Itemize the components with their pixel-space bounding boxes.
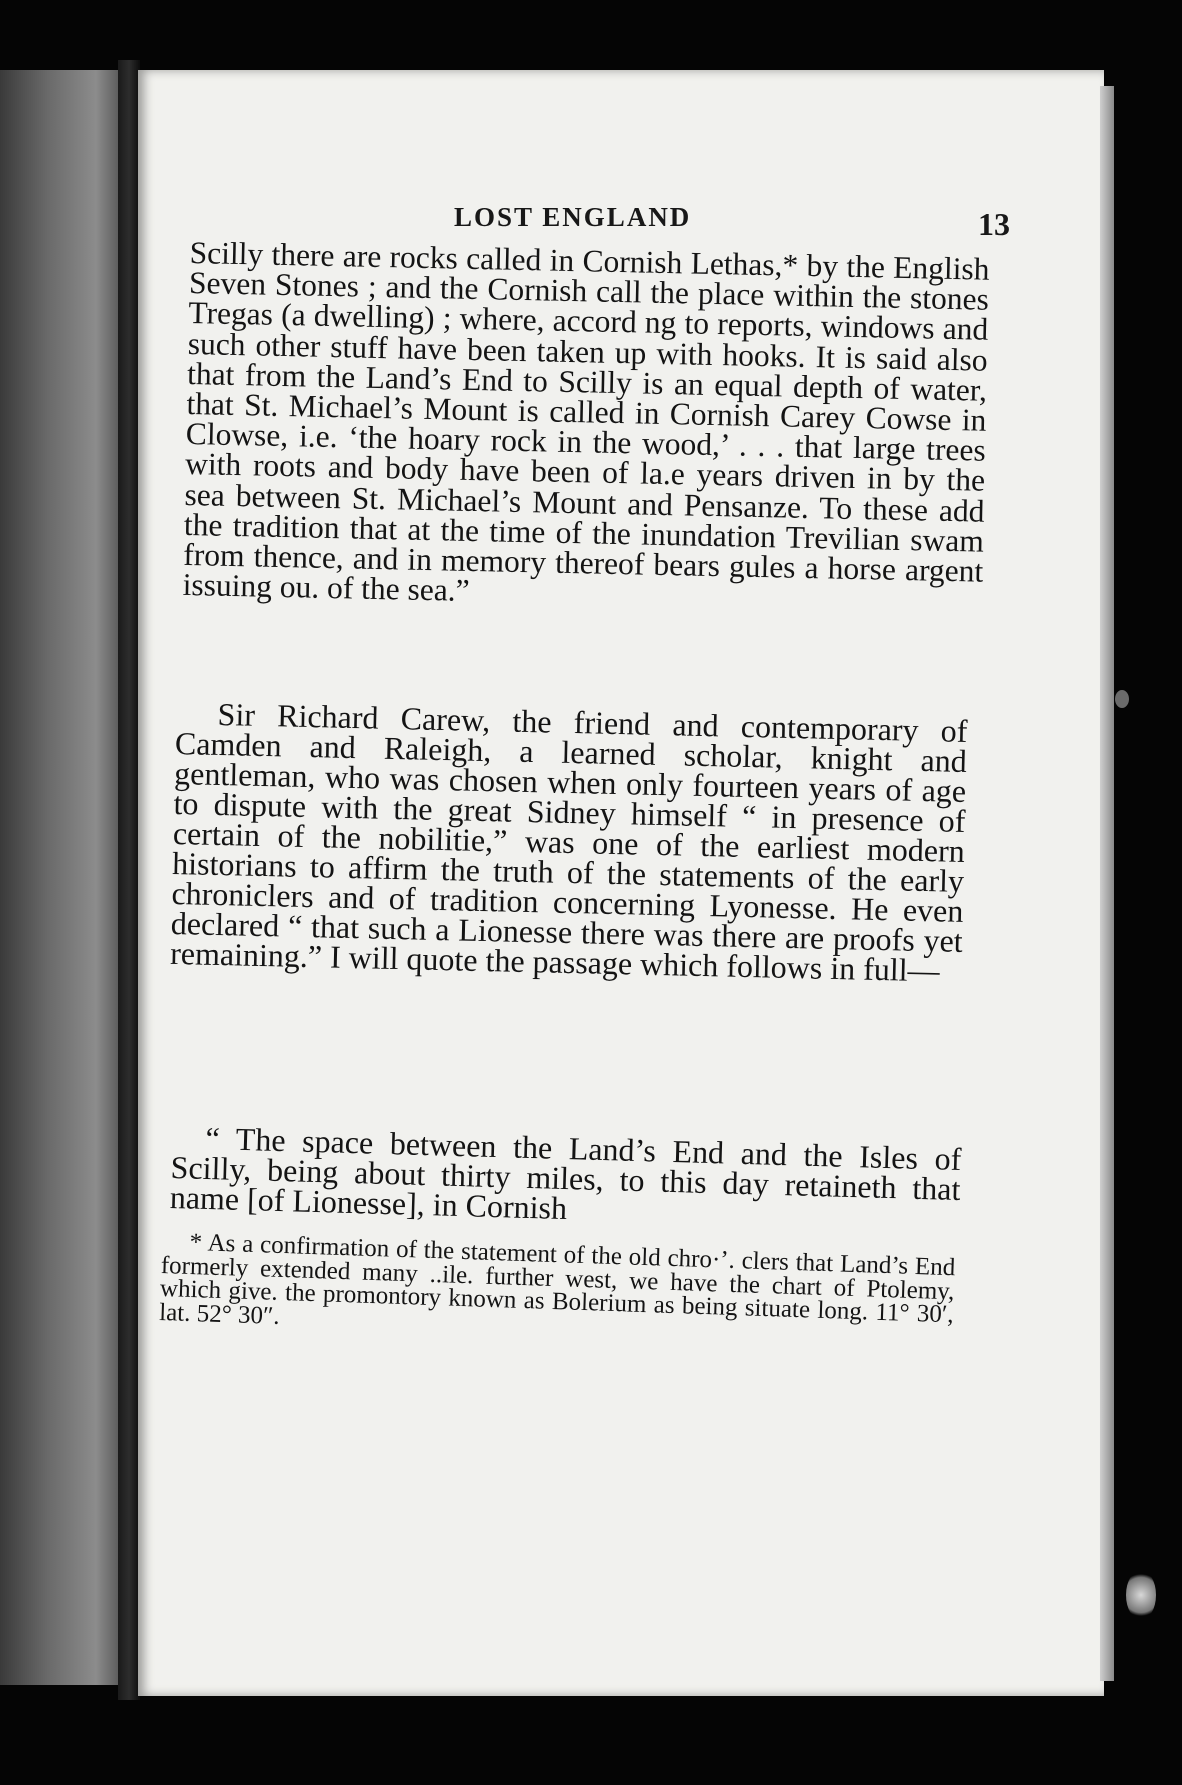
paragraph-text: “ The space between the Land’s End and the Isles of Scilly, being about thirty miles, to this day retaineth that name [of Lionesse], in Cornish bbox=[169, 1119, 962, 1227]
scan-smudge bbox=[1126, 1570, 1156, 1620]
scan-artifact bbox=[1115, 690, 1129, 708]
book-page bbox=[138, 70, 1104, 1696]
body-paragraph-1 bbox=[182, 235, 990, 617]
paragraph-text: Sir Richard Carew, the friend and contemporary of Camden and Raleigh, a learned scholar, knight and gentleman, who was chosen when only fourteen years of age to dispute with the great Sidney himself “ in presence of certain of the nobilitie,” was one of the earliest modern historians to affirm the truth of the statements of the early chroniclers and of tradition concerning Lyonesse. He even declared “ that such a Lionesse there was there are proofs yet remaining.” I will quote the passage which follows in full— bbox=[169, 695, 968, 989]
running-title: LOST ENGLAND bbox=[454, 202, 692, 232]
paragraph-text: Scilly there are rocks called in Cornish Lethas,* by the English Seven Stones ; and the Cornish call the place within the stones Tregas (a dwelling) ; where, accord ng to reports, windows and such other stuff have been taken up with hooks. It is said also that from the Land’s End to Scilly is an equal depth of water, that St. Michael’s Mount is called in Cornish Carey Cowse in Clowse, i.e. ‘the hoary rock in the wood,’ . . . that large trees with roots and body have been of la.e years driven in by the sea between St. Michael’s Mount and Pensanze. To these add the tradition that at the time of the inundation Trevilian swam from thence, and in memory thereof bears gules a horse argent issuing ou. of the sea.” bbox=[182, 235, 990, 609]
page-fore-edge bbox=[1100, 86, 1114, 1681]
body-paragraph-3 bbox=[169, 1119, 962, 1234]
body-paragraph-2 bbox=[169, 695, 968, 989]
footnote-text: * As a confirmation of the statement of the old chro·’. clers that Land’s End formerly extended many ..ile. further west, we have the chart of Ptolemy, which give. the promontory known as Bolerium as being situate long. 11° 30′, lat. 52° 30″. bbox=[158, 1228, 956, 1330]
page-number: 13 bbox=[978, 206, 1010, 242]
facing-page-edge bbox=[0, 70, 120, 1685]
footnote bbox=[159, 1230, 956, 1350]
book-gutter bbox=[118, 60, 140, 1700]
